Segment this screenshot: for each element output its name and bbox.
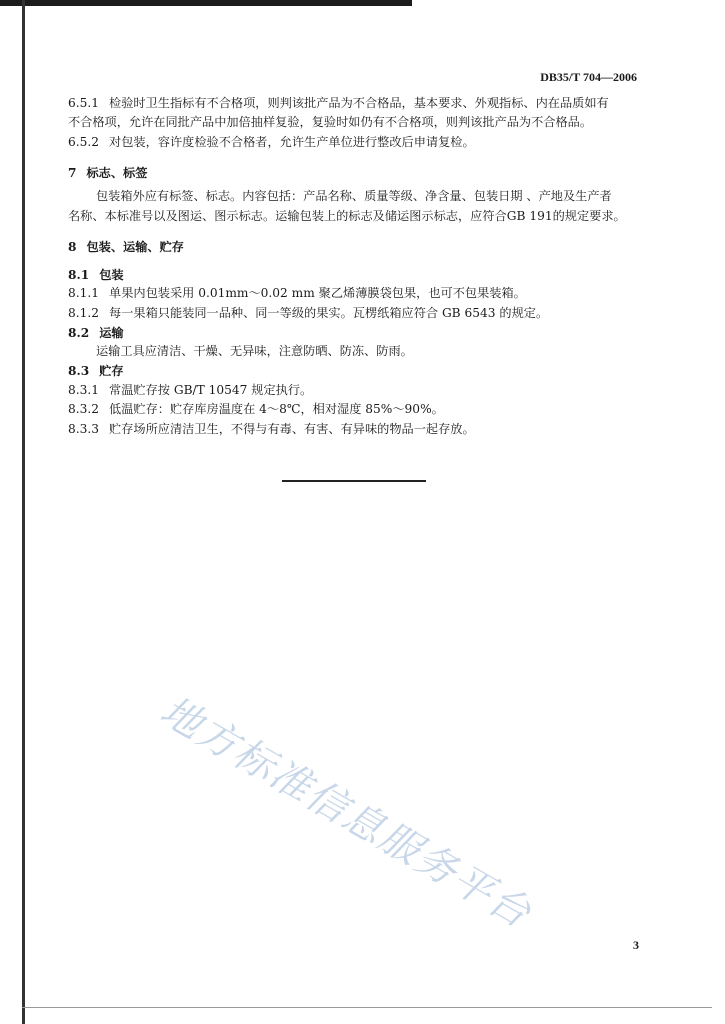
- section-title: 运输: [99, 326, 124, 340]
- document-code: DB35/T 704—2006: [540, 70, 637, 84]
- clause-8-1-2: [68, 304, 548, 322]
- clause-8-1-1: [68, 284, 526, 302]
- clause-8-3-3: [68, 420, 475, 438]
- section-title: 贮存: [99, 364, 124, 378]
- section-number: 8.2: [68, 326, 90, 340]
- section-number: 7: [68, 166, 77, 180]
- clause-number: 8.1.1: [68, 286, 100, 300]
- section-8-1-heading: [68, 266, 124, 284]
- section-title: 包装: [99, 268, 124, 282]
- clause-text: 贮存场所应清洁卫生，不得与有毒、有害、有异味的物品一起存放。: [109, 422, 475, 436]
- clause-number: 8.3.3: [68, 422, 100, 436]
- section-number: 8.3: [68, 364, 90, 378]
- section-8-2-paragraph: [96, 342, 413, 360]
- end-of-document-rule: [282, 480, 426, 482]
- paragraph-text: 名称、本标准号以及图运、图示标志。运输包装上的标志及储运图示标志，应符合GB 191的规定要求。: [68, 209, 626, 223]
- clause-number: 6.5.1: [68, 96, 100, 110]
- section-7-heading: [68, 164, 147, 182]
- clause-text: 对包装，容许度检验不合格者，允许生产单位进行整改后申请复检。: [109, 135, 475, 149]
- scan-edge-left: [22, 0, 25, 1024]
- clause-6-5-1-cont: [68, 113, 592, 131]
- paragraph-text: 运输工具应清洁、干燥、无异味，注意防晒、防冻、防雨。: [96, 344, 413, 358]
- clause-8-3-2: [68, 400, 444, 418]
- clause-6-5-2: [68, 133, 475, 151]
- scan-edge-bottom: [22, 1007, 712, 1008]
- section-8-2-heading: [68, 324, 124, 342]
- clause-8-3-1: [68, 381, 312, 399]
- section-7-paragraph: [96, 187, 612, 205]
- clause-text: 低温贮存：贮存库房温度在 4～8℃，相对湿度 85%～90%。: [109, 402, 444, 416]
- clause-number: 8.3.2: [68, 402, 100, 416]
- paragraph-text: 包装箱外应有标签、标志。内容包括：产品名称、质量等级、净含量、包装日期 、产地及生产者: [96, 189, 612, 203]
- section-number: 8: [68, 240, 77, 254]
- scan-edge-top: [0, 0, 412, 6]
- clause-number: 6.5.2: [68, 135, 100, 149]
- clause-text: 单果内包装采用 0.01mm～0.02 mm 聚乙烯薄膜袋包果，也可不包果装箱。: [109, 286, 526, 300]
- section-number: 8.1: [68, 268, 90, 282]
- clause-text: 不合格项，允许在同批产品中加倍抽样复验，复验时如仍有不合格项，则判该批产品为不合格品。: [68, 115, 593, 129]
- clause-number: 8.1.2: [68, 306, 100, 320]
- watermark: 地方标准信息服务平台: [152, 687, 540, 938]
- clause-text: 常温贮存按 GB/T 10547 规定执行。: [109, 383, 313, 397]
- clause-6-5-1: [68, 94, 609, 112]
- clause-text: 每一果箱只能装同一品种、同一等级的果实。瓦楞纸箱应符合 GB 6543 的规定。: [109, 306, 549, 320]
- section-title: 标志、标签: [86, 166, 148, 180]
- section-title: 包装、运输、贮存: [86, 240, 184, 254]
- section-8-3-heading: [68, 362, 124, 380]
- clause-text: 检验时卫生指标有不合格项，则判该批产品为不合格品，基本要求、外观指标、内在品质如有: [109, 96, 609, 110]
- section-8-heading: [68, 238, 184, 256]
- section-7-paragraph-cont: [68, 207, 626, 225]
- clause-number: 8.3.1: [68, 383, 100, 397]
- page-number: 3: [633, 938, 639, 952]
